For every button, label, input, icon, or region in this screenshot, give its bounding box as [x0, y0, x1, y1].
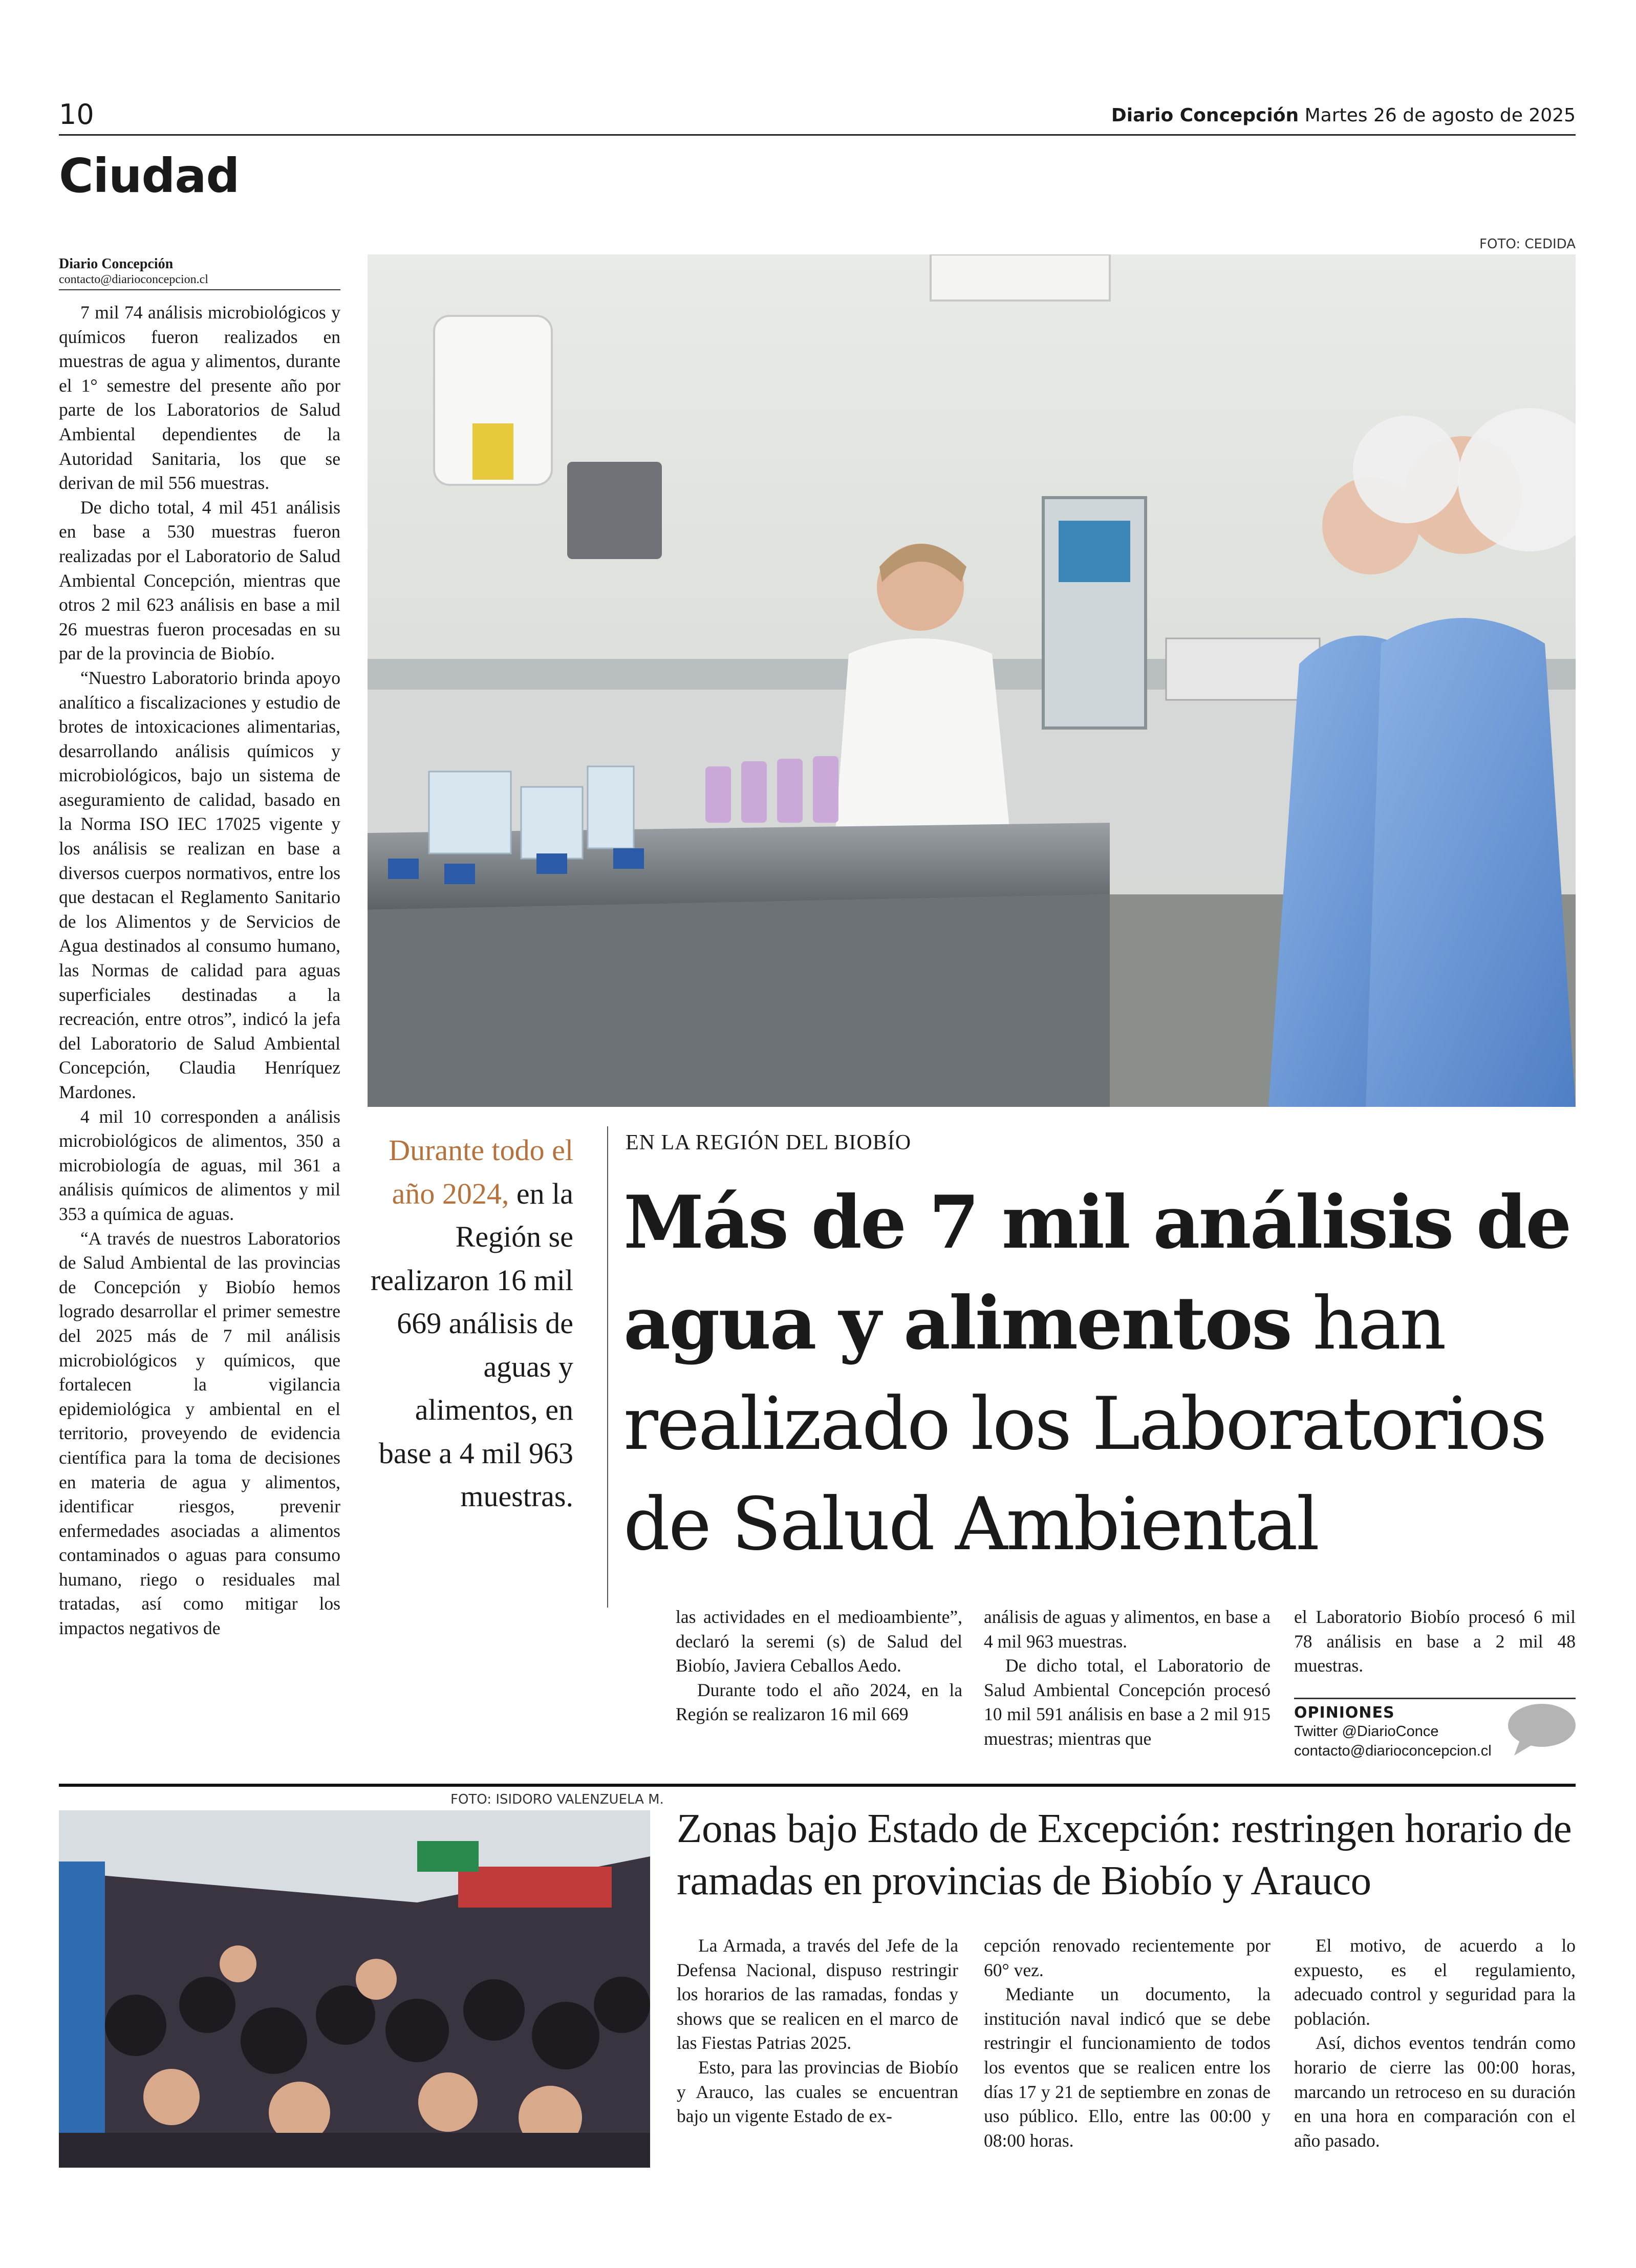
- story2-column-1: [677, 1934, 958, 2129]
- page-number: 10: [59, 98, 94, 131]
- article-column-left: [59, 301, 340, 1641]
- photo-credit: FOTO: CEDIDA: [1479, 237, 1576, 252]
- lab-photo: [368, 254, 1576, 1107]
- section-title: Ciudad: [59, 148, 240, 203]
- headline-bold: Más de 7 mil análisis de agua y alimentos: [623, 1180, 1570, 1366]
- headline-regular: han realizado los Laboratorios de Salud Ambiental: [623, 1281, 1546, 1567]
- pull-quote-divider: [607, 1126, 608, 1608]
- paragraph: “Nuestro Laboratorio brinda apoyo analítico a fiscalizaciones y estudio de brotes de intoxicaciones alimentarias, desarrollando análisis químicos y microbiológicos, bajo un sistema de aseguramiento de calidad, basado en la Norma ISO IEC 17025 vigente y los análisis se realizan en base a diversos cuerpos normativos, entre los que destacan el Reglamento Sanitario de los Alimentos y de Servicios de Agua destinados al consumo humano, las Normas de calidad para aguas superficiales destinadas a la recreación, entre otros”, indicó la jefa del Laboratorio de Salud Ambiental Concepción, Claudia Henríquez Mardones.: [59, 667, 340, 1102]
- byline-name: Diario Concepción: [59, 256, 174, 272]
- pull-quote-text: en la Región se realizaron 16 mil 669 análisis de aguas y alimentos, en base a 4 mil 963 muestras.: [370, 1176, 573, 1513]
- story2-headline: Zonas bajo Estado de Excepción: restringen horario de ramadas en provincias de Biobío y Arauco: [677, 1805, 1572, 1903]
- article-column-4: [1294, 1605, 1576, 1678]
- paragraph: cepción renovado recientemente por 60° vez.: [984, 1935, 1271, 1980]
- pull-quote-accent: Durante todo el año 2024,: [389, 1133, 573, 1210]
- photo-credit: FOTO: ISIDORO VALENZUELA M.: [450, 1792, 664, 1807]
- opinions-divider: [1294, 1698, 1576, 1699]
- lab-scene-illustration: [368, 254, 1576, 1107]
- paragraph: El motivo, de acuerdo a lo expuesto, es el regulamiento, adecuado control y seguridad para la población.: [1294, 1935, 1576, 2029]
- crowd-scene-illustration: [59, 1810, 650, 2168]
- paragraph: Esto, para las provincias de Biobío y Arauco, las cuales se encuentran bajo un vigente Estado de ex-: [677, 2057, 958, 2127]
- issue-date: Martes 26 de agosto de 2025: [1304, 105, 1576, 126]
- paragraph: 4 mil 10 corresponden a análisis microbiológicos de alimentos, 350 a microbiología de aguas, mil 361 a análisis químicos de alimentos y mil 353 a química de aguas.: [59, 1106, 340, 1224]
- paragraph: De dicho total, 4 mil 451 análisis en base a 530 muestras fueron realizadas por el Laboratorio de Salud Ambiental Concepción, mientras que otros 2 mil 623 análisis en base a mil 26 muestras fueron procesadas en su par de la provincia de Biobío.: [59, 497, 340, 664]
- kicker: EN LA REGIÓN DEL BIOBÍO: [626, 1131, 912, 1154]
- paragraph: La Armada, a través del Jefe de la Defensa Nacional, dispuso restringir los horarios de las ramadas, fondas y shows que se realicen en el marco de las Fiestas Patrias 2025.: [677, 1935, 958, 2053]
- paragraph: “A través de nuestros Laboratorios de Salud Ambiental de las provincias de Concepción y Biobío hemos logrado desarrollar el primer semestre del 2025 más de 7 mil análisis microbiológicos y químicos, que fortalecen la vigilancia epidemiológica y ambiental en el territorio, proveyendo de evidencia científica para la toma de decisiones en materia de agua y alimentos, identificar riesgos, prevenir enfermedades asociadas a alimentos contaminados o aguas para consumo humano, riego o residuales mal tratadas, así como mitigar los impactos negativos de: [59, 1228, 340, 1639]
- paragraph: 7 mil 74 análisis microbiológicos y químicos fueron realizados en muestras de agua y alimentos, durante el 1° semestre del presente año por parte de los Laboratorios de Salud Ambiental dependientes de la Autoridad Sanitaria, los que se derivan de mil 556 muestras.: [59, 302, 340, 494]
- ramadas-photo: [59, 1810, 650, 2168]
- story-divider: [59, 1784, 1576, 1787]
- masthead: [1111, 105, 1576, 126]
- opinions-label: OPINIONES: [1294, 1704, 1395, 1722]
- headline: [623, 1172, 1581, 1575]
- story2-column-2: [984, 1934, 1271, 2153]
- byline-email[interactable]: contacto@diarioconcepcion.cl: [59, 273, 208, 286]
- header-divider: [59, 134, 1576, 136]
- article-column-2: [676, 1605, 962, 1727]
- paragraph: las actividades en el medioambiente”, declaró la seremi (s) de Salud del Biobío, Javiera Ceballos Aedo.: [676, 1607, 962, 1676]
- paragraph: De dicho total, el Laboratorio de Salud Ambiental Concepción procesó 10 mil 591 análisis en base a 2 mil 915 muestras; mientras que: [984, 1655, 1271, 1749]
- opinions-twitter[interactable]: Twitter @DiarioConce: [1294, 1723, 1439, 1740]
- paragraph: el Laboratorio Biobío procesó 6 mil 78 análisis en base a 2 mil 48 muestras.: [1294, 1607, 1576, 1676]
- paragraph: Mediante un documento, la institución naval indicó que se debe restringir el funcionamiento de todos los eventos que se realicen entre los días 17 y 21 de septiembre en zonas de uso público. Ello, entre las 00:00 y 08:00 horas.: [984, 1984, 1271, 2151]
- opinions-email[interactable]: contacto@diarioconcepcion.cl: [1294, 1743, 1492, 1759]
- story2-column-3: [1294, 1934, 1576, 2153]
- article-column-3: [984, 1605, 1271, 1751]
- byline-divider: [59, 289, 340, 290]
- paragraph: Así, dichos eventos tendrán como horario de cierre las 00:00 horas, marcando un retroceso en su duración en una hora en comparación con el año pasado.: [1294, 2032, 1576, 2151]
- paragraph: análisis de aguas y alimentos, en base a 4 mil 963 muestras.: [984, 1607, 1271, 1652]
- paragraph: Durante todo el año 2024, en la Región se realizaron 16 mil 669: [676, 1679, 962, 1725]
- pull-quote: [358, 1129, 573, 1518]
- speech-bubble-icon: [1505, 1702, 1577, 1759]
- publication-name: Diario Concepción: [1111, 105, 1299, 126]
